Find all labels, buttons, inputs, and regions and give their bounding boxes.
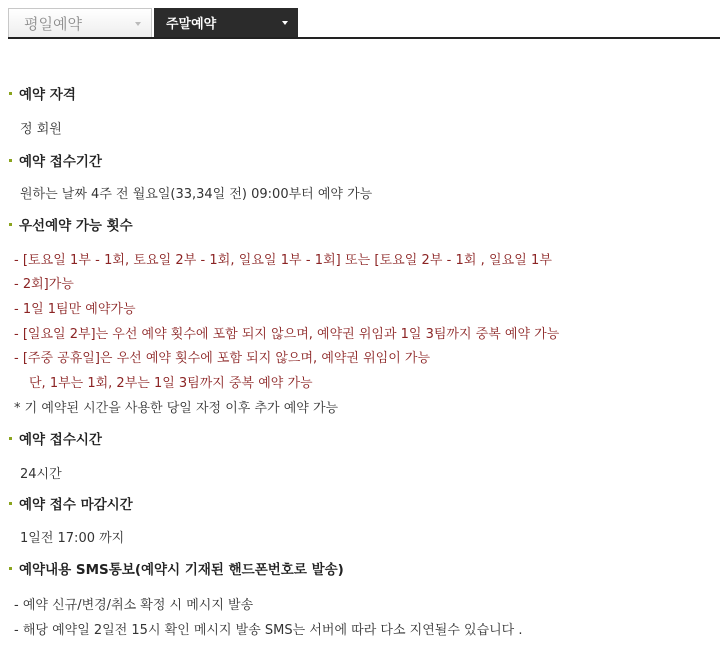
priority-rule-line: - [토요일 1부 - 1회, 토요일 2부 - 1회, 일요일 1부 - 1회] 또는 [토요일 2부 - 1회 , 일요일 1부 [14, 253, 552, 268]
section-heading-priority-count [9, 215, 133, 233]
section-title: 예약 접수시간 [19, 432, 102, 448]
section-heading-eligibility [9, 84, 76, 102]
tab-weekday-label: 평일예약 [24, 14, 82, 33]
bullet-icon [9, 437, 12, 440]
bullet-icon [9, 223, 12, 226]
section-title: 예약 자격 [19, 87, 76, 103]
priority-rule-line: 단, 1부는 1회, 2부는 1일 3팀까지 중복 예약 가능 [29, 376, 313, 391]
bullet-icon [9, 159, 12, 162]
reservation-tabs [8, 8, 720, 38]
priority-rule-line: - [주중 공휴일]은 우선 예약 횟수에 포함 되지 않으며, 예약권 위임이 가능 [14, 351, 431, 366]
bullet-icon [9, 92, 12, 95]
section-heading-sms [9, 559, 344, 577]
caret-down-icon [135, 22, 141, 26]
deadline-text: 1일전 17:00 까지 [20, 531, 125, 546]
application-period-text: 원하는 날짜 4주 전 월요일(33,34일 전) 09:00부터 예약 가능 [20, 187, 373, 202]
caret-down-icon [282, 21, 288, 25]
sms-line: - 해당 예약일 2일전 15시 확인 메시지 발송 SMS는 서버에 따라 다소 지연될수 있습니다 . [14, 623, 523, 638]
priority-rule-line: - [일요일 2부]는 우선 예약 횟수에 포함 되지 않으며, 예약권 위임과 1일 3팀까지 중복 예약 가능 [14, 327, 560, 342]
priority-rule-line: - 1일 1팀만 예약가능 [14, 302, 136, 317]
sms-line: - 예약 신규/변경/취소 확정 시 메시지 발송 [14, 598, 254, 613]
section-heading-deadline [9, 494, 133, 512]
priority-rule-line: - 2회]가능 [14, 277, 74, 292]
tabs-divider [8, 37, 720, 39]
tab-weekend-reservation[interactable] [154, 8, 298, 37]
eligibility-text: 정 회원 [20, 122, 62, 137]
bullet-icon [9, 567, 12, 570]
application-time-text: 24시간 [20, 467, 62, 482]
tab-weekend-label: 주말예약 [166, 17, 217, 32]
tab-weekday-reservation[interactable] [8, 8, 152, 37]
priority-note: * 기 예약된 시간을 사용한 당일 자정 이후 추가 예약 가능 [14, 401, 339, 416]
bullet-icon [9, 502, 12, 505]
section-title: 예약내용 SMS통보(예약시 기재된 핸드폰번호로 발송) [19, 562, 344, 578]
section-title: 예약 접수 마감시간 [19, 497, 133, 513]
section-title: 예약 접수기간 [19, 154, 102, 170]
section-heading-application-period [9, 151, 102, 169]
section-title: 우선예약 가능 횟수 [19, 218, 133, 234]
section-heading-application-time [9, 429, 102, 447]
